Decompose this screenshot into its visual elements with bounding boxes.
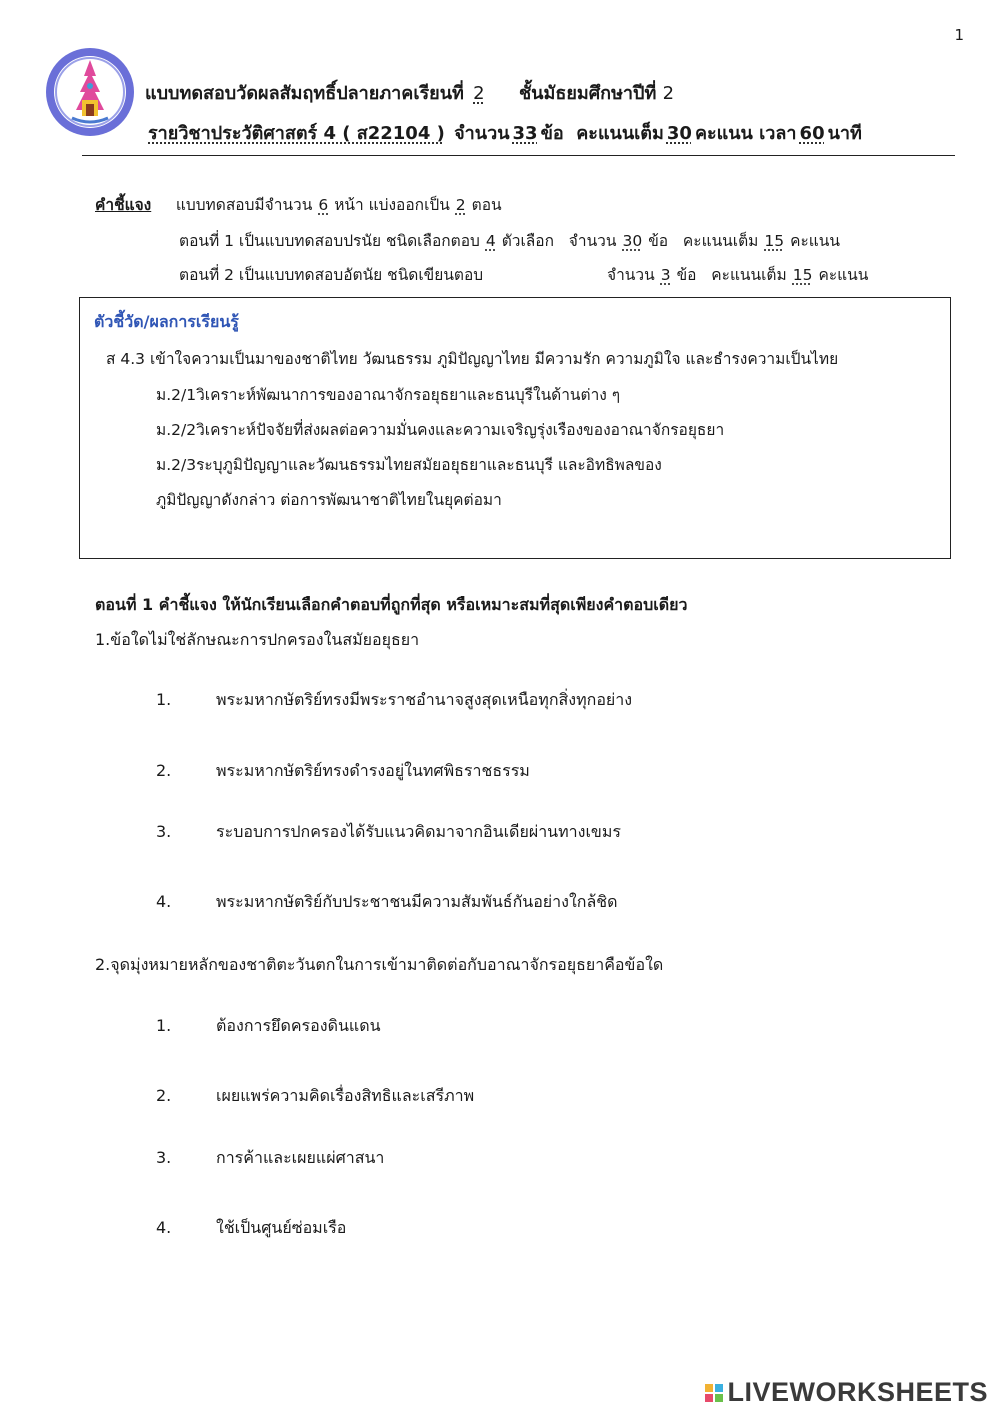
option-number: 3. [156,822,172,841]
indicators-box [79,297,951,559]
option-number: 1. [156,690,172,709]
option-number: 2. [156,761,172,780]
part1-title: ตอนที่ 1 คำชี้แจง ให้นักเรียนเลือกคำตอบที่ถูกที่สุด หรือเหมาะสมที่สุดเพียงคำตอบเดียว [95,595,688,614]
option-number: 3. [156,1148,172,1167]
instructions-row-1: คำชี้แจง แบบทดสอบมีจำนวน 6 หน้า แบ่งออกเป็น 2 ตอน [95,196,502,214]
option-text[interactable]: พระมหากษัตริย์ทรงมีพระราชอำนาจสูงสุดเหนือทุกสิ่งทุกอย่าง [216,690,633,709]
option-text[interactable]: การค้าและเผยแผ่ศาสนา [216,1148,385,1167]
liveworksheets-watermark [705,1377,988,1408]
option-text[interactable]: ระบอบการปกครองได้รับแนวคิดมาจากอินเดียผ่านทางเขมร [216,822,621,841]
page-number: 1 [954,26,964,44]
instructions-title: คำชี้แจง [95,196,152,214]
option-text[interactable]: ต้องการยึดครองดินแดน [216,1016,381,1035]
option-text[interactable]: ใช้เป็นศูนย์ซ่อมเรือ [216,1218,347,1237]
option-text[interactable]: พระมหากษัตริย์กับประชาชนมีความสัมพันธ์กันอย่างใกล้ชิด [216,892,618,911]
indicators-title: ตัวชี้วัด/ผลการเรียนรู้ [94,312,239,331]
subject-line: รายวิชาประวัติศาสตร์ 4 ( ส22104 ) จำนวน 33 ข้อ คะแนนเต็ม 30 คะแนน เวลา 60 นาที [145,118,862,147]
option-number: 4. [156,892,172,911]
instructions-row-2: ตอนที่ 1 เป็นแบบทดสอบปรนัย ชนิดเลือกตอบ 4 ตัวเลือก จำนวน 30 ข้อ คะแนนเต็ม 15 คะแนน [179,232,840,250]
option-number: 4. [156,1218,172,1237]
exam-title: แบบทดสอบวัดผลสัมฤทธิ์ปลายภาคเรียนที่ 2 ชั้นมัธยมศึกษาปีที่ 2 [145,83,675,104]
liveworksheets-logo-icon [705,1384,723,1402]
instructions-row-3b: จำนวน 3 ข้อ คะแนนเต็ม 15 คะแนน [607,266,869,284]
watermark-text: LIVEWORKSHEETS [727,1377,988,1407]
indicator-line: ม.2/3ระบุภูมิปัญญาและวัฒนธรรมไทยสมัยอยุธยาและธนบุรี และอิทธิพลของ [156,456,662,474]
indicator-line: ม.2/2วิเคราะห์ปัจจัยที่ส่งผลต่อความมั่นคงและความเจริญรุ่งเรืองของอาณาจักรอยุธยา [156,421,725,439]
term-number: 2 [473,83,485,104]
school-seal-icon [44,46,136,138]
subject-name: รายวิชาประวัติศาสตร์ 4 ( ส22104 ) [148,123,445,144]
header-divider [82,155,955,156]
question-text: 2.จุดมุ่งหมายหลักของชาติตะวันตกในการเข้ามาติดต่อกับอาณาจักรอยุธยาคือข้อใด [95,955,664,974]
option-text[interactable]: เผยแพร่ความคิดเรื่องสิทธิและเสรีภาพ [216,1086,475,1105]
question-text: 1.ข้อใดไม่ใช่ลักษณะการปกครองในสมัยอยุธยา [95,630,420,649]
indicator-line: ภูมิปัญญาดังกล่าว ต่อการพัฒนาชาติไทยในยุคต่อมา [156,491,502,509]
instructions-row-3a: ตอนที่ 2 เป็นแบบทดสอบอัตนัย ชนิดเขียนตอบ [179,266,484,284]
option-text[interactable]: พระมหากษัตริย์ทรงดำรงอยู่ในทศพิธราชธรรม [216,761,530,780]
indicator-line: ม.2/1วิเคราะห์พัฒนาการของอาณาจักรอยุธยาและธนบุรีในด้านต่าง ๆ [156,386,621,404]
option-number: 2. [156,1086,172,1105]
option-number: 1. [156,1016,172,1035]
indicator-line: ส 4.3 เข้าใจความเป็นมาของชาติไทย วัฒนธรรม ภูมิปัญญาไทย มีความรัก ความภูมิใจ และธำรงความเป็นไทย [106,350,839,368]
grade-number: 2 [662,83,675,104]
